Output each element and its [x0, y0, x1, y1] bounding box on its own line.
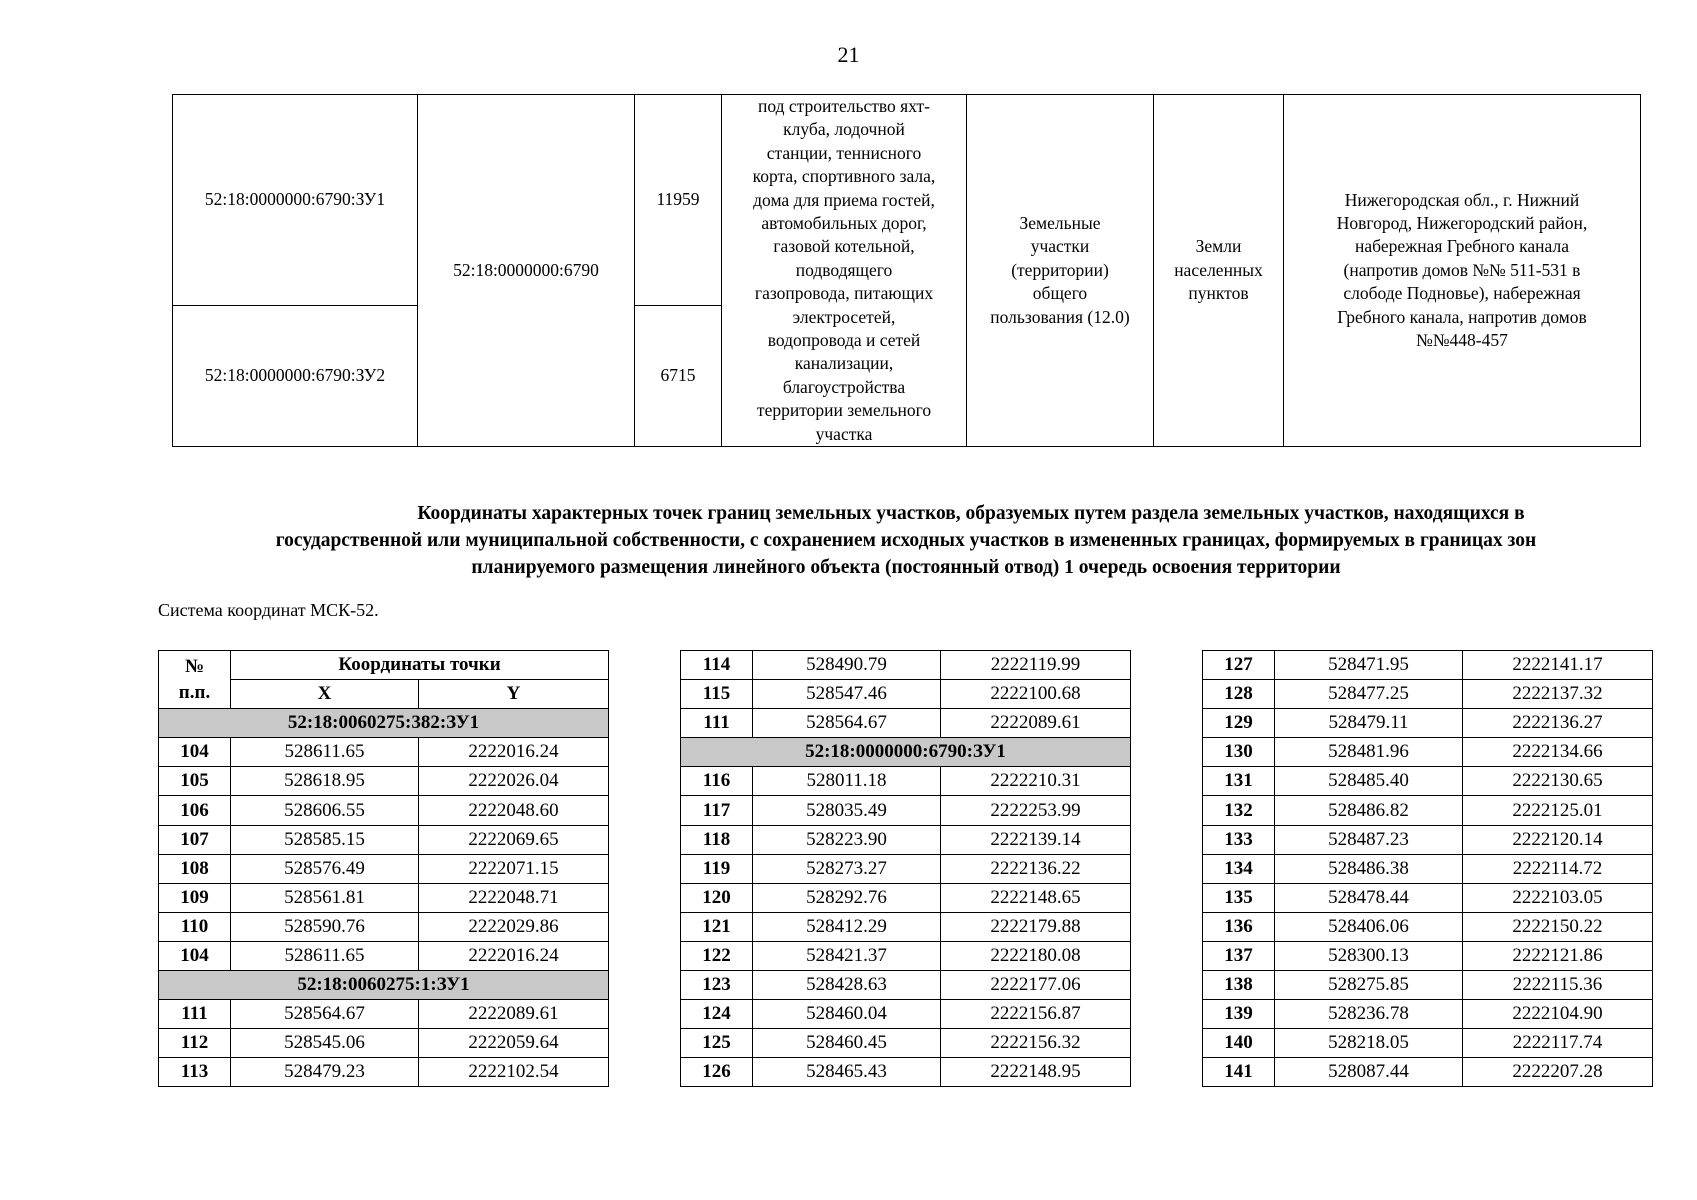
coord-x: 528564.67: [753, 709, 941, 738]
table-row: [1203, 941, 1653, 970]
table-row: [1203, 854, 1653, 883]
table-row: [1203, 1029, 1653, 1058]
coord-y: 2222156.32: [941, 1029, 1131, 1058]
cell-line: №№448-457: [1416, 330, 1508, 351]
parcel-code-2: 52:18:0000000:6790:ЗУ2: [173, 305, 418, 446]
point-number: 116: [681, 767, 753, 796]
point-number: 141: [1203, 1058, 1275, 1087]
parcels-table: [172, 94, 1641, 447]
coord-x: 528547.46: [753, 680, 941, 709]
table-row: [159, 1000, 609, 1029]
parcel-group-label: 52:18:0060275:382:ЗУ1: [159, 709, 609, 738]
coord-y: 2222121.86: [1463, 941, 1653, 970]
point-number: 120: [681, 883, 753, 912]
cell-line: участки: [1030, 236, 1090, 257]
table-row: [681, 941, 1131, 970]
coord-y: 2222016.24: [419, 738, 609, 767]
coord-y: 2222148.65: [941, 883, 1131, 912]
coord-x: 528011.18: [753, 767, 941, 796]
coord-x: 528223.90: [753, 825, 941, 854]
source-parcel: 52:18:0000000:6790: [418, 95, 635, 447]
coord-x: 528611.65: [231, 941, 419, 970]
table-row: [1203, 1000, 1653, 1029]
parcel-group-label: 52:18:0060275:1:ЗУ1: [159, 971, 609, 1000]
coord-y: 2222100.68: [941, 680, 1131, 709]
page-number: 21: [837, 42, 860, 67]
cell-line: Земельные: [1019, 213, 1101, 234]
coordinates-table-1: [158, 650, 609, 1087]
table-row: [159, 941, 609, 970]
coord-x: 528087.44: [1275, 1058, 1463, 1087]
point-number: 125: [681, 1029, 753, 1058]
coordinate-system: Система координат МСК-52.: [158, 600, 379, 620]
point-number: 107: [159, 825, 231, 854]
table-row: [1203, 709, 1653, 738]
coord-x: 528590.76: [231, 912, 419, 941]
table-row: [1203, 883, 1653, 912]
table-row: [159, 1029, 609, 1058]
cell-line: (напротив домов №№ 511-531 в: [1343, 259, 1581, 280]
coord-x: 528460.04: [753, 1000, 941, 1029]
coord-y: 2222207.28: [1463, 1058, 1653, 1087]
land-use-kind: [967, 95, 1154, 447]
table-row: [1203, 971, 1653, 1000]
cell-line: корта, спортивного зала,: [752, 166, 936, 187]
coord-x: 528486.38: [1275, 854, 1463, 883]
coord-x: 528490.79: [753, 651, 941, 680]
header-x: X: [231, 680, 419, 709]
header-y: Y: [419, 680, 609, 709]
point-number: 121: [681, 912, 753, 941]
table-row: [1203, 825, 1653, 854]
table-row: [681, 680, 1131, 709]
cell-line: (территории): [1011, 259, 1109, 280]
coord-x: 528465.43: [753, 1058, 941, 1087]
header-number-sign: №: [184, 655, 205, 677]
point-number: 135: [1203, 883, 1275, 912]
table-row: [681, 1000, 1131, 1029]
coord-y: 2222136.27: [1463, 709, 1653, 738]
point-number: 110: [159, 912, 231, 941]
cell-line: электросетей,: [792, 306, 896, 327]
coord-x: 528218.05: [1275, 1029, 1463, 1058]
coord-y: 2222156.87: [941, 1000, 1131, 1029]
point-number: 118: [681, 825, 753, 854]
coord-y: 2222069.65: [419, 825, 609, 854]
table-row: [159, 825, 609, 854]
cell-line: канализации,: [794, 353, 894, 374]
point-number: 104: [159, 738, 231, 767]
coord-y: 2222180.08: [941, 941, 1131, 970]
point-number: 122: [681, 941, 753, 970]
cell-line: Новгород, Нижегородский район,: [1336, 213, 1588, 234]
cell-line: благоустройства: [782, 376, 906, 397]
coord-x: 528471.95: [1275, 651, 1463, 680]
point-number: 126: [681, 1058, 753, 1087]
table-row: [681, 651, 1131, 680]
parcel-group-label: 52:18:0000000:6790:ЗУ1: [681, 738, 1131, 767]
header-number-abbr: п.п.: [178, 681, 211, 703]
parcel-group-row: [159, 971, 609, 1000]
coord-y: 2222102.54: [419, 1058, 609, 1087]
coord-y: 2222134.66: [1463, 738, 1653, 767]
point-number: 140: [1203, 1029, 1275, 1058]
cell-line: общего: [1032, 283, 1088, 304]
coord-y: 2222016.24: [419, 941, 609, 970]
point-number: 108: [159, 854, 231, 883]
point-number: 123: [681, 971, 753, 1000]
coord-y: 2222104.90: [1463, 1000, 1653, 1029]
coord-x: 528292.76: [753, 883, 941, 912]
cell-line: слободе Подновье), набережная: [1343, 283, 1581, 304]
coord-x: 528412.29: [753, 912, 941, 941]
coord-y: 2222029.86: [419, 912, 609, 941]
table-row: [681, 883, 1131, 912]
cell-line: клуба, лодочной: [783, 119, 905, 140]
coord-x: 528478.44: [1275, 883, 1463, 912]
coord-y: 2222253.99: [941, 796, 1131, 825]
table-row: [681, 709, 1131, 738]
coord-x: 528611.65: [231, 738, 419, 767]
coord-y: 2222115.36: [1463, 971, 1653, 1000]
coord-x: 528460.45: [753, 1029, 941, 1058]
point-number: 136: [1203, 912, 1275, 941]
table-row: [1203, 680, 1653, 709]
table-row: [159, 767, 609, 796]
table-row: [681, 825, 1131, 854]
point-number: 104: [159, 941, 231, 970]
parcel-group-row: [159, 709, 609, 738]
table-row: [159, 1058, 609, 1087]
land-category: [1154, 95, 1284, 447]
parcel-address: [1284, 95, 1641, 447]
point-number: 124: [681, 1000, 753, 1029]
parcel-code-1: 52:18:0000000:6790:ЗУ1: [173, 95, 418, 306]
point-number: 133: [1203, 825, 1275, 854]
cell-line: Гребного канала, напротив домов: [1337, 306, 1587, 327]
coordinates-table-2: [680, 650, 1131, 1087]
table-row: [1203, 767, 1653, 796]
coord-x: 528428.63: [753, 971, 941, 1000]
coord-x: 528479.23: [231, 1058, 419, 1087]
coord-x: 528236.78: [1275, 1000, 1463, 1029]
cell-line: водопровода и сетей: [767, 330, 921, 351]
coord-y: 2222048.71: [419, 883, 609, 912]
cell-line: Нижегородская обл., г. Нижний: [1344, 189, 1580, 210]
point-number: 138: [1203, 971, 1275, 1000]
table-row: [1203, 796, 1653, 825]
table-row: [159, 912, 609, 941]
coord-x: 528618.95: [231, 767, 419, 796]
coord-y: 2222089.61: [419, 1000, 609, 1029]
point-number: 117: [681, 796, 753, 825]
coord-x: 528606.55: [231, 796, 419, 825]
coord-x: 528585.15: [231, 825, 419, 854]
coord-x: 528275.85: [1275, 971, 1463, 1000]
heading-line-2: государственной или муниципальной собственности, с сохранением исходных участков в измененных границах, формируемых в границах зон: [275, 530, 1537, 551]
table-row: [159, 854, 609, 883]
coord-y: 2222139.14: [941, 825, 1131, 854]
cell-line: участка: [815, 423, 873, 444]
point-number: 109: [159, 883, 231, 912]
coord-y: 2222150.22: [1463, 912, 1653, 941]
point-number: 115: [681, 680, 753, 709]
coord-y: 2222059.64: [419, 1029, 609, 1058]
coord-y: 2222120.14: [1463, 825, 1653, 854]
header-number: [159, 651, 231, 709]
coord-y: 2222071.15: [419, 854, 609, 883]
coord-x: 528273.27: [753, 854, 941, 883]
coord-y: 2222136.22: [941, 854, 1131, 883]
coord-y: 2222103.05: [1463, 883, 1653, 912]
cell-line: подводящего: [795, 259, 893, 280]
coord-y: 2222210.31: [941, 767, 1131, 796]
heading-line-1: Координаты характерных точек границ земельных участков, образуемых путем раздела земельных участков, находящихся в: [417, 503, 1525, 524]
coord-x: 528479.11: [1275, 709, 1463, 738]
coord-x: 528300.13: [1275, 941, 1463, 970]
point-number: 113: [159, 1058, 231, 1087]
coord-y: 2222179.88: [941, 912, 1131, 941]
coord-y: 2222026.04: [419, 767, 609, 796]
coord-y: 2222117.74: [1463, 1029, 1653, 1058]
coord-x: 528477.25: [1275, 680, 1463, 709]
cell-line: пользования (12.0): [990, 306, 1130, 327]
coord-y: 2222048.60: [419, 796, 609, 825]
coord-x: 528487.23: [1275, 825, 1463, 854]
cell-line: газопровода, питающих: [754, 283, 934, 304]
point-number: 137: [1203, 941, 1275, 970]
point-number: 112: [159, 1029, 231, 1058]
coord-y: 2222125.01: [1463, 796, 1653, 825]
table-row: [1203, 912, 1653, 941]
coord-x: 528561.81: [231, 883, 419, 912]
cell-line: населенных: [1174, 259, 1263, 280]
header-coordinates: Координаты точки: [231, 651, 609, 680]
coord-x: 528481.96: [1275, 738, 1463, 767]
cell-line: дома для приема гостей,: [753, 189, 935, 210]
point-number: 127: [1203, 651, 1275, 680]
table-row: [681, 796, 1131, 825]
coord-x: 528545.06: [231, 1029, 419, 1058]
cell-line: Земли: [1195, 236, 1242, 257]
coord-x: 528485.40: [1275, 767, 1463, 796]
coordinates-heading: [172, 500, 1640, 581]
coord-x: 528576.49: [231, 854, 419, 883]
table-row: [159, 738, 609, 767]
coord-x: 528486.82: [1275, 796, 1463, 825]
point-number: 114: [681, 651, 753, 680]
table-row: [1203, 1058, 1653, 1087]
table-row: [1203, 738, 1653, 767]
cell-line: газовой котельной,: [773, 236, 915, 257]
coord-x: 528421.37: [753, 941, 941, 970]
table-row: [681, 1029, 1131, 1058]
cell-line: пунктов: [1188, 283, 1249, 304]
cell-line: автомобильных дорог,: [761, 213, 927, 234]
coord-y: 2222177.06: [941, 971, 1131, 1000]
table-row: [681, 971, 1131, 1000]
coord-x: 528035.49: [753, 796, 941, 825]
coord-y: 2222137.32: [1463, 680, 1653, 709]
point-number: 111: [681, 709, 753, 738]
parcel-group-row: [681, 738, 1131, 767]
table-row: [681, 767, 1131, 796]
heading-line-3: планируемого размещения линейного объекта (постоянный отвод) 1 очередь освоения территории: [471, 557, 1341, 578]
point-number: 131: [1203, 767, 1275, 796]
point-number: 105: [159, 767, 231, 796]
table-row: [1203, 651, 1653, 680]
point-number: 129: [1203, 709, 1275, 738]
point-number: 139: [1203, 1000, 1275, 1029]
cell-line: станции, теннисного: [766, 142, 922, 163]
point-number: 130: [1203, 738, 1275, 767]
coordinates-table-3: [1202, 650, 1653, 1087]
cell-line: набережная Гребного канала: [1355, 236, 1569, 257]
coord-y: 2222089.61: [941, 709, 1131, 738]
table-row: [159, 883, 609, 912]
parcel-area-2: 6715: [635, 305, 722, 446]
table-row: [681, 1058, 1131, 1087]
coord-y: 2222114.72: [1463, 854, 1653, 883]
point-number: 134: [1203, 854, 1275, 883]
parcel-area-1: 11959: [635, 95, 722, 306]
point-number: 106: [159, 796, 231, 825]
point-number: 128: [1203, 680, 1275, 709]
table-row: [681, 854, 1131, 883]
coord-x: 528564.67: [231, 1000, 419, 1029]
table-row: [681, 912, 1131, 941]
permitted-use-purpose: [722, 95, 967, 447]
coord-y: 2222119.99: [941, 651, 1131, 680]
coord-y: 2222148.95: [941, 1058, 1131, 1087]
table-row: [159, 796, 609, 825]
cell-line: под строительство яхт-: [757, 96, 931, 116]
point-number: 111: [159, 1000, 231, 1029]
point-number: 132: [1203, 796, 1275, 825]
coord-x: 528406.06: [1275, 912, 1463, 941]
coord-y: 2222141.17: [1463, 651, 1653, 680]
cell-line: территории земельного: [756, 400, 932, 421]
point-number: 119: [681, 854, 753, 883]
coord-y: 2222130.65: [1463, 767, 1653, 796]
